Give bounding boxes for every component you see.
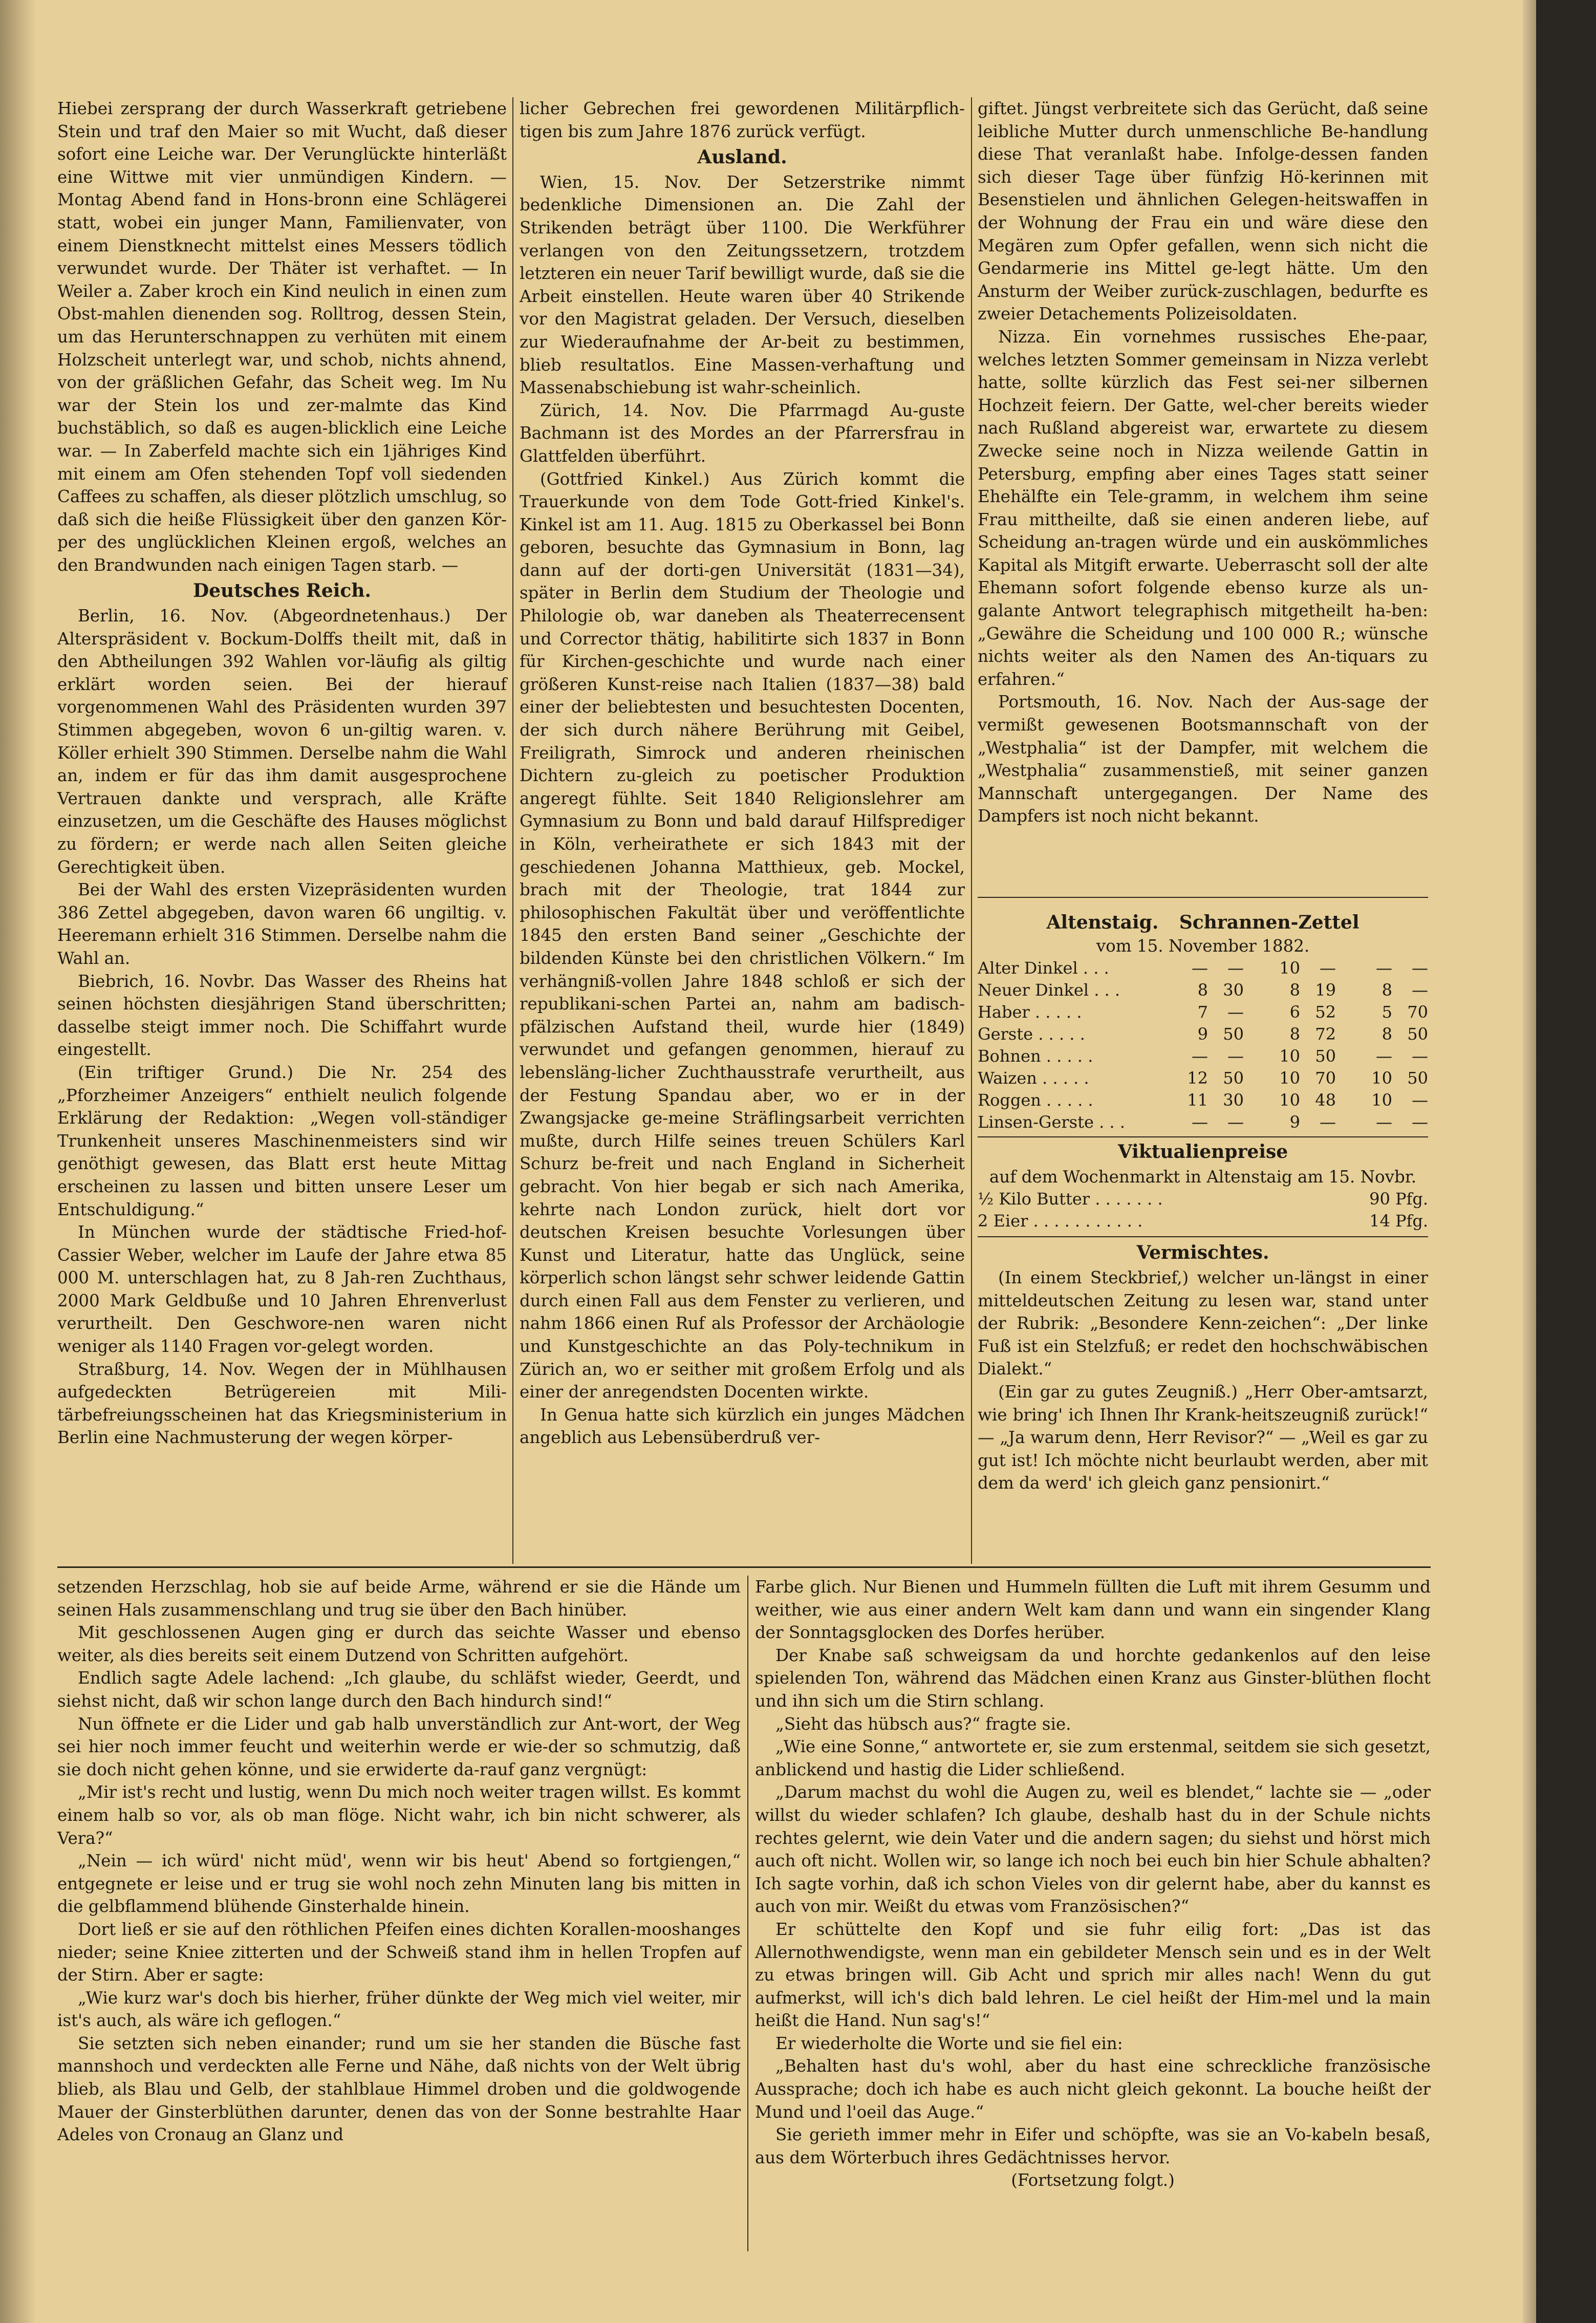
article-genua-cont: giftet. Jüngst verbreitete sich das Gerücht, daß seine leibliche Mutter durch unmenschliche Be-handlung diese That veranlaßt habe. Infolge-dessen fanden sich dieser Tage über fünfzig Hö-kerinnen mit Besenstielen und ähnlichen Gelegen-heitswaffen in der Wohnung der Frau ein und wäre diese den Megären zum Opfer gefallen, wenn sich nicht die Gendarmerie ins Mittel ge-legt hätte. Um den Ansturm der Weiber zurück-zuschlagen, bedurfte es zweier Detachements Polizeisoldaten.: [978, 99, 1428, 324]
schrannen-header: [978, 911, 1428, 935]
schrannen-price: 8: [1289, 980, 1300, 1000]
article-portsmouth: Portsmouth, 16. Nov. Nach der Aus-sage der vermißt gewesenen Bootsmannschaft von der „Westphalia“ ist der Dampfer, mit welchem die „Westphalia“ zusammenstieß, mit seiner ganzen Mannschaft untergegangen. Der Name des Dampfers ist noch nicht bekannt.: [978, 692, 1428, 826]
schrannen-price: 6: [1289, 1002, 1300, 1022]
feuilleton-paragraph: Sie setzten sich neben einander; rund um sie her standen die Büsche fast mannshoch und verdeckten alle Ferne und Nähe, daß nichts von der Welt übrig blieb, als Blau und Gelb, der stahlblaue Himmel droben und die goldwogende Mauer der Ginsterblüthen darunter, denen das von der Sonne bestrahlte Haar Adeles von Cronaug an Glanz und: [57, 2033, 741, 2145]
schrannen-grain: Bohnen . . . . .: [978, 1046, 1093, 1066]
column-rule-1: [512, 97, 513, 1564]
page-edge: [1523, 0, 1536, 2323]
book-binding: [1523, 0, 1596, 2323]
schrannen-price: 10: [1371, 1090, 1392, 1110]
feuilleton-paragraph: „Behalten hast du's wohl, aber du hast eine schreckliche französische Aussprache; doch ich habe es auch nicht gleich gekonnt. La bouche heißt der Mund und l'oeil das Auge.“: [755, 2056, 1431, 2122]
article-zuerich: Zürich, 14. Nov. Die Pfarrmagd Au-guste Bachmann ist des Mordes an der Pfarrersfrau in Glattfelden überführt.: [520, 400, 965, 466]
schrannen-grain: Gerste . . . . .: [978, 1024, 1085, 1044]
feuilleton-paragraph: Dort ließ er sie auf den röthlichen Pfeifen eines dichten Korallen-mooshanges nieder; seine Kniee zitterten und der Schweiß stand ihm in hellen Tropfen auf der Stirn. Aber er sagte:: [57, 1919, 741, 1985]
schrannen-grain: Alter Dinkel . . .: [978, 958, 1109, 978]
feuilleton-paragraph: setzenden Herzschlag, hob sie auf beide Arme, während er sie die Hände um seinen Hals zusammenschlang und trug sie über den Bach hinüber.: [57, 1577, 741, 1620]
vermischtes-rule: [978, 1236, 1428, 1237]
schrannen-grain: Linsen-Gerste . . .: [978, 1112, 1125, 1132]
schrannen-row: [978, 1023, 1428, 1045]
article-genua: In Genua hatte sich kürzlich ein junges Mädchen angeblich aus Lebensüberdruß ver-: [520, 1405, 965, 1448]
feuilleton-paragraph: Nun öffnete er die Lider und gab halb unverständlich zur Ant-wort, der Weg sei hier noch immer feucht und weiterhin werde er wie-der so schmutzig, daß sie doch nicht gehen könne, und sie erwiderte da-rauf ganz vergnügt:: [57, 1714, 741, 1779]
feuilleton-paragraph: „Mir ist's recht und lustig, wenn Du mich noch weiter tragen willst. Es kommt einem halb so vor, als ob man flöge. Nicht wahr, ich bin nicht schwerer, als Vera?“: [57, 1782, 741, 1848]
schrannen-price: 10: [1279, 958, 1300, 978]
feuilleton-right: [755, 1576, 1431, 2192]
market-column: [978, 911, 1428, 1495]
feuilleton-paragraph: Farbe glich. Nur Bienen und Hummeln füllten die Luft mit ihrem Gesumm und weither, wie aus einer andern Welt kam dann und wann ein singender Klang der Sonntagsglocken des Dorfes herüber.: [755, 1577, 1431, 1643]
feuilleton-paragraph: Der Knabe saß schweigsam da und horchte gedankenlos auf den leise spielenden Ton, während das Mädchen einen Kranz aus Ginster-blüthen flocht und ihn sich um die Stirn schlang.: [755, 1645, 1431, 1711]
viktualien-table: [978, 1188, 1428, 1232]
column-1: [57, 97, 507, 1449]
schrannen-price: —: [1227, 1002, 1244, 1022]
schrannen-row: [978, 957, 1428, 979]
article-biebrich: Biebrich, 16. Novbr. Das Wasser des Rheins hat seinen höchsten diesjährigen Stand überschritten; dasselbe steigt immer noch. Die Schiffahrt wurde eingestellt.: [57, 971, 507, 1060]
schrannen-price: —: [1376, 1046, 1392, 1066]
schrannen-price: —: [1320, 958, 1336, 978]
schrannen-price: —: [1192, 1046, 1208, 1066]
schrannen-price: —: [1412, 980, 1428, 1000]
schrannen-price: 5: [1382, 1002, 1392, 1022]
feuilleton-paragraph: Mit geschlossenen Augen ging er durch das seichte Wasser und ebenso weiter, als dies bereits seit einem Dutzend von Schritten aufgehört.: [57, 1623, 741, 1665]
vermischtes-title: Vermischtes.: [1136, 1242, 1269, 1264]
schrannen-price: 50: [1223, 1024, 1244, 1044]
column-3: [978, 97, 1428, 828]
viktualien-subtitle: auf dem Wochenmarkt in Altenstaig am 15. Novbr.: [989, 1167, 1417, 1187]
schrannen-row: [978, 1111, 1428, 1133]
article-zeugniss: (Ein gar zu gutes Zeugniß.) „Herr Ober-amtsarzt, wie bring' ich Ihnen Ihr Krank-heitszeugniß zurück!“ — „Ja warum denn, Herr Revisor?“ — „Weil es gar zu gut ist! Ich möchte nicht beurlaubt werden, aber mit dem da werd' ich gleich ganz pensionirt.“: [978, 1382, 1428, 1493]
schrannen-table: [978, 957, 1428, 1133]
schrannen-price: —: [1192, 958, 1208, 978]
schrannen-price: 10: [1279, 1046, 1300, 1066]
schrannen-row: [978, 979, 1428, 1001]
schrannen-grain: Waizen . . . . .: [978, 1068, 1089, 1088]
schrannen-price: —: [1376, 958, 1392, 978]
schrannen-price: —: [1192, 1112, 1208, 1132]
column-rule-2: [971, 97, 972, 1564]
schrannen-row: [978, 1001, 1428, 1023]
viktualien-row: [978, 1188, 1428, 1210]
article-wien: Wien, 15. Nov. Der Setzerstrike nimmt bedenkliche Dimensionen an. Die Zahl der Strikenden beträgt über 1100. Die Werkführer verlangen von den Zeitungssetzern, trotzdem letzteren ein neuer Tarif bewilligt wurde, daß sie die Arbeit einstellen. Heute waren über 40 Strikende vor den Magistrat geladen. Der Versuch, dieselben zur Wiederaufnahme der Ar-beit zu bestimmen, blieb resultatlos. Eine Massen-verhaftung und Massenabschiebung ist wahr-scheinlich.: [520, 172, 965, 398]
schrannen-price: 8: [1382, 980, 1392, 1000]
viktualien-title: Viktualienpreise: [1117, 1141, 1288, 1163]
schrannen-price: 72: [1315, 1024, 1336, 1044]
schrannen-price: 8: [1197, 980, 1208, 1000]
schrannen-price: —: [1376, 1112, 1392, 1132]
feuilleton-paragraph: „Wie kurz war's doch bis hierher, früher dünkte der Weg mich viel weiter, mir ist's auch, als wäre ich geflogen.“: [57, 1988, 741, 2031]
feuilleton-paragraph: Er wiederholte die Worte und sie fiel ein:: [775, 2033, 1123, 2053]
feuilleton-left: [57, 1576, 741, 2146]
fortsetzung-note: (Fortsetzung folgt.): [1011, 2170, 1175, 2190]
feuilleton-column-rule: [747, 1576, 748, 2251]
schrannen-price: —: [1227, 958, 1244, 978]
feuilleton-paragraph: Sie gerieth immer mehr in Eifer und schöpfte, was sie an Vo-kabeln besaß, aus dem Wörterbuch ihres Gedächtnisses hervor.: [755, 2125, 1431, 2167]
schrannen-price: 10: [1279, 1068, 1300, 1088]
schrannen-price: —: [1412, 958, 1428, 978]
heading-deutsches-reich: Deutsches Reich.: [192, 580, 372, 602]
schrannen-row: [978, 1067, 1428, 1089]
article-vizepraesident: Bei der Wahl des ersten Vizepräsidenten wurden 386 Zettel abgegeben, davon waren 66 ungiltig. v. Heeremann erhielt 316 Stimmen. Derselbe nahm die Wahl an.: [57, 880, 507, 968]
schrannen-price: 30: [1223, 980, 1244, 1000]
viktualien-item: 2 Eier . . . . . . . . . . .: [978, 1211, 1143, 1231]
schrannen-price: 9: [1289, 1112, 1300, 1132]
viktualien-item: ½ Kilo Butter . . . . . . .: [978, 1189, 1163, 1209]
schrannen-price: —: [1412, 1112, 1428, 1132]
viktualien-price: 90 Pfg.: [1369, 1189, 1428, 1209]
schrannen-price: 48: [1315, 1090, 1336, 1110]
schrannen-rule-top: [978, 897, 1428, 898]
schrannen-row: [978, 1045, 1428, 1067]
column-2: [520, 97, 965, 1449]
article-nizza: Nizza. Ein vornehmes russisches Ehe-paar, welches letzten Sommer gemeinsam in Nizza verlebt hatte, sollte kürzlich das Fest sei-ner silbernen Hochzeit feiern. Der Gatte, wel-cher bereits wieder nach Rußland abgereist war, erwartete zu diesem Zwecke seine noch in Nizza weilende Gattin in Petersburg, empfing aber eines Tages statt seiner Ehehälfte ein Tele-gramm, in welchem ihm seine Frau mittheilte, daß sie einen anderen liebe, auf Scheidung an-tragen würde und ein auskömmliches Kapital als Mitgift erwarte. Ueberrascht soll der alte Ehemann sofort folgende ebenso kurze als un-galante Antwort telegraphisch mitgetheilt ha-ben: „Gewähre die Scheidung und 100 000 R.; wünsche nichts weiter als den Namen des An-tiquars zu erfahren.“: [978, 327, 1428, 689]
schrannen-price: —: [1227, 1046, 1244, 1066]
feuilleton-paragraph: Endlich sagte Adele lachend: „Ich glaube, du schläfst wieder, Geerdt, und siehst nicht, daß wir schon lange durch den Bach hindurch sind!“: [57, 1668, 741, 1711]
article-triftiger-grund: (Ein triftiger Grund.) Die Nr. 254 des „Pforzheimer Anzeigers“ enthielt neulich folgende Erklärung der Redaktion: „Wegen voll-ständiger Trunkenheit unseres Maschinenmeisters sind wir genöthigt gewesen, das Blatt erst heute Mittag erscheinen zu lassen und bitten unsere Leser um Entschuldigung.“: [57, 1062, 507, 1219]
article-berlin: Berlin, 16. Nov. (Abgeordnetenhaus.) Der Alterspräsident v. Bockum-Dolffs theilt mit, daß in den Abtheilungen 392 Wahlen vor-läufig als giltig erklärt worden seien. Bei der hierauf vorgenommenen Wahl des Präsidenten wurden 397 Stimmen abgegeben, wovon 6 un-giltig waren. v. Köller erhielt 390 Stimmen. Derselbe nahm die Wahl an, indem er für das ihm damit ausgesprochene Vertrauen dankte und versprach, alle Kräfte einzusetzen, um die Geschäfte des Hauses möglichst zu fördern; er werde nach allen Seiten gleiche Gerechtigkeit üben.: [57, 606, 507, 877]
feuilleton-paragraph: „Darum machst du wohl die Augen zu, weil es blendet,“ lachte sie — „oder willst du wieder schlafen? Ich glaube, deshalb hast du in der Schule nichts rechtes gelernt, wie dein Vater und die andern sagen; du siehst und hörst mich auch oft nicht. Wollen wir, so lange ich noch bei euch bin hier Schule abhalten? Ich sagte vorhin, daß ich schon Vieles von dir gelernt habe, aber du kannst es auch von mir. Weißt du etwas vom Französischen?“: [755, 1782, 1431, 1917]
heading-ausland: Ausland.: [697, 146, 787, 168]
viktualien-price: 14 Pfg.: [1369, 1211, 1428, 1231]
article-kinkel: (Gottfried Kinkel.) Aus Zürich kommt die Trauerkunde von dem Tode Gott-fried Kinkel's. Kinkel ist am 11. Aug. 1815 zu Oberkassel bei Bonn geboren, besuchte das Gymnasium in Bonn, lag dann auf der dorti-gen Universität (1831—34), später in Berlin dem Studium der Theologie und Philologie ob, war daneben als Theaterrecensent und Corrector thätig, habilitirte sich 1837 in Bonn für Kirchen-geschichte und wurde nach einer größeren Kunst-reise nach Italien (1837—38) bald einer der beliebtesten und besuchtesten Docenten, der sich durch nähere Berührung mit Geibel, Freiligrath, Simrock und anderen rheinischen Dichtern zu-gleich zu poetischer Produktion angeregt fühlte. Seit 1840 Religionslehrer am Gymnasium zu Bonn und bald darauf Hilfsprediger in Köln, verheirathete er sich 1843 mit der geschiedenen Johanna Matthieux, geb. Mockel, brach mit der Theologie, trat 1844 zur philosophischen Fakultät über und veröffentlichte 1845 den ersten Band seiner „Geschichte der bildenden Künste bei den christlichen Völkern.“ Im verhängniß-vollen Jahre 1848 schloß er sich der republikani-schen Partei an, nahm am badisch-pfälzischen Aufstand theil, wurde hier (1849) verwundet und gefangen genommen, hierauf zu lebensläng-licher Zuchthausstrafe verurtheilt, aus der Festung Spandau aber, wo er in der Zwangsjacke ge-meine Sträflingsarbeit verrichten mußte, durch Hilfe seines treuen Schülers Karl Schurz be-freit und nach England in Sicherheit gebracht. Von hier begab er sich nach Amerika, kehrte nach London zurück, hielt dort vor deutschen Kreisen besuchte Vorlesungen über Kunst und Literatur, hatte das Unglück, seine körperlich schon längst sehr schwer leidende Gattin durch einen Fall aus dem Fenster zu verlieren, und nahm 1866 einen Ruf als Professor der Archäologie und Kunstgeschichte an das Poly-technikum in Zürich an, wo er seither mit großem Erfolg und als einer der anregendsten Docenten wirkte.: [520, 469, 965, 1402]
schrannen-grain: Haber . . . . .: [978, 1002, 1082, 1022]
schrannen-price: 70: [1407, 1002, 1428, 1022]
schrannen-price: 52: [1315, 1002, 1336, 1022]
schrannen-place: Altenstaig.: [1046, 912, 1159, 933]
schrannen-price: 8: [1289, 1024, 1300, 1044]
schrannen-price: 12: [1187, 1068, 1208, 1088]
article-local-news: Hiebei zersprang der durch Wasserkraft getriebene Stein und traf den Maier so mit Wucht, daß dieser sofort eine Leiche war. Der Verunglückte hinterläßt eine Wittwe mit vier unmündigen Kindern. — Montag Abend fand in Hons-bronn eine Schlägerei statt, wobei ein junger Mann, Familienvater, von einem Dienstknecht mittelst eines Messers tödlich verwundet wurde. Der Thäter ist verhaftet. — In Weiler a. Zaber kroch ein Kind neulich in einen zum Obst-mahlen dienenden sog. Rolltrog, dessen Stein, um das Herunterschnappen zu verhüten mit einem Holzscheit unterlegt war, und schob, nichts ahnend, von der gräßlichen Gefahr, das Scheit weg. Im Nu war der Stein los und zer-malmte das Kind buchstäblich, so daß es augen-blicklich eine Leiche war. — In Zaberfeld machte sich ein 1jähriges Kind mit einem am Ofen stehenden Topf voll siedenden Caffees zu schaffen, als dieser plötzlich umschlug, so daß sich die heiße Flüssigkeit über den ganzen Kör-per des unglücklichen Kleinen ergoß, welches an den Brandwunden nach einigen Tagen starb. —: [57, 99, 507, 575]
schrannen-price: 10: [1371, 1068, 1392, 1088]
feuilleton-paragraph: Er schüttelte den Kopf und sie fuhr eilig fort: „Das ist das Allernothwendigste, wenn man ein gebildeter Mensch sein und es in der Welt zu etwas bringen will. Gib Acht und sprich mir alles nach! Wenn du gut aufmerkst, will ich's dich bald lehren. Le ciel heißt der Him-mel und la main heißt die Hand. Nun sag's!“: [755, 1919, 1431, 2031]
article-strassburg-cont: licher Gebrechen frei gewordenen Militärpflich-tigen bis zum Jahre 1876 zurück verfügt.: [520, 99, 965, 141]
feuilleton-paragraph: „Nein — ich würd' nicht müd', wenn wir bis heut' Abend so fortgiengen,“ entgegnete er leise und er trug sie wohl noch zehn Minuten lang bis mitten in die gelbflammend blühende Ginsterhalde hinein.: [57, 1851, 741, 1917]
schrannen-grain: Neuer Dinkel . . .: [978, 980, 1120, 1000]
schrannen-title: Schrannen-Zettel: [1179, 912, 1360, 933]
schrannen-price: 11: [1187, 1090, 1208, 1110]
viktualien-rule: [978, 1136, 1428, 1137]
schrannen-row: [978, 1089, 1428, 1111]
article-strassburg: Straßburg, 14. Nov. Wegen der in Mühlhausen aufgedeckten Betrügereien mit Mili-tärbefreiungsscheinen hat das Kriegsministerium in Berlin eine Nachmusterung der wegen körper-: [57, 1359, 507, 1448]
schrannen-price: 50: [1315, 1046, 1336, 1066]
schrannen-price: —: [1320, 1112, 1336, 1132]
schrannen-date: vom 15. November 1882.: [1096, 936, 1310, 956]
schrannen-price: —: [1412, 1090, 1428, 1110]
schrannen-price: 70: [1315, 1068, 1336, 1088]
article-muenchen: In München wurde der städtische Fried-hof-Cassier Weber, welcher im Laufe der Jahre etwa 85 000 M. unterschlagen hat, zu 8 Jah-ren Zuchthaus, 2000 Mark Geldbuße und 10 Jahren Ehrenverlust verurtheilt. Den Geschwore-nen waren nicht weniger als 1140 Fragen vor-gelegt worden.: [57, 1222, 507, 1357]
schrannen-price: —: [1227, 1112, 1244, 1132]
schrannen-price: 8: [1382, 1024, 1392, 1044]
viktualien-row: [978, 1210, 1428, 1232]
schrannen-price: —: [1412, 1046, 1428, 1066]
schrannen-price: 19: [1315, 980, 1336, 1000]
schrannen-price: 50: [1407, 1024, 1428, 1044]
schrannen-price: 50: [1223, 1068, 1244, 1088]
schrannen-price: 30: [1223, 1090, 1244, 1110]
schrannen-grain: Roggen . . . . .: [978, 1090, 1093, 1110]
schrannen-price: 9: [1197, 1024, 1208, 1044]
feuilleton-paragraph: „Sieht das hübsch aus?“ fragte sie.: [775, 1714, 1071, 1734]
feuilleton-rule: [57, 1566, 1431, 1568]
article-steckbrief: (In einem Steckbrief,) welcher un-längst in einer mitteldeutschen Zeitung zu lesen war, stand unter der Rubrik: „Besondere Kenn-zeichen“: „Der linke Fuß ist ein Stelzfuß; er redet den hochschwäbischen Dialekt.“: [978, 1267, 1428, 1379]
schrannen-price: 10: [1279, 1090, 1300, 1110]
schrannen-price: 7: [1197, 1002, 1208, 1022]
feuilleton-paragraph: „Wie eine Sonne,“ antwortete er, sie zum erstenmal, seitdem sie sich gesetzt, anblickend und hastig die Lider schließend.: [755, 1737, 1431, 1779]
schrannen-price: 50: [1407, 1068, 1428, 1088]
